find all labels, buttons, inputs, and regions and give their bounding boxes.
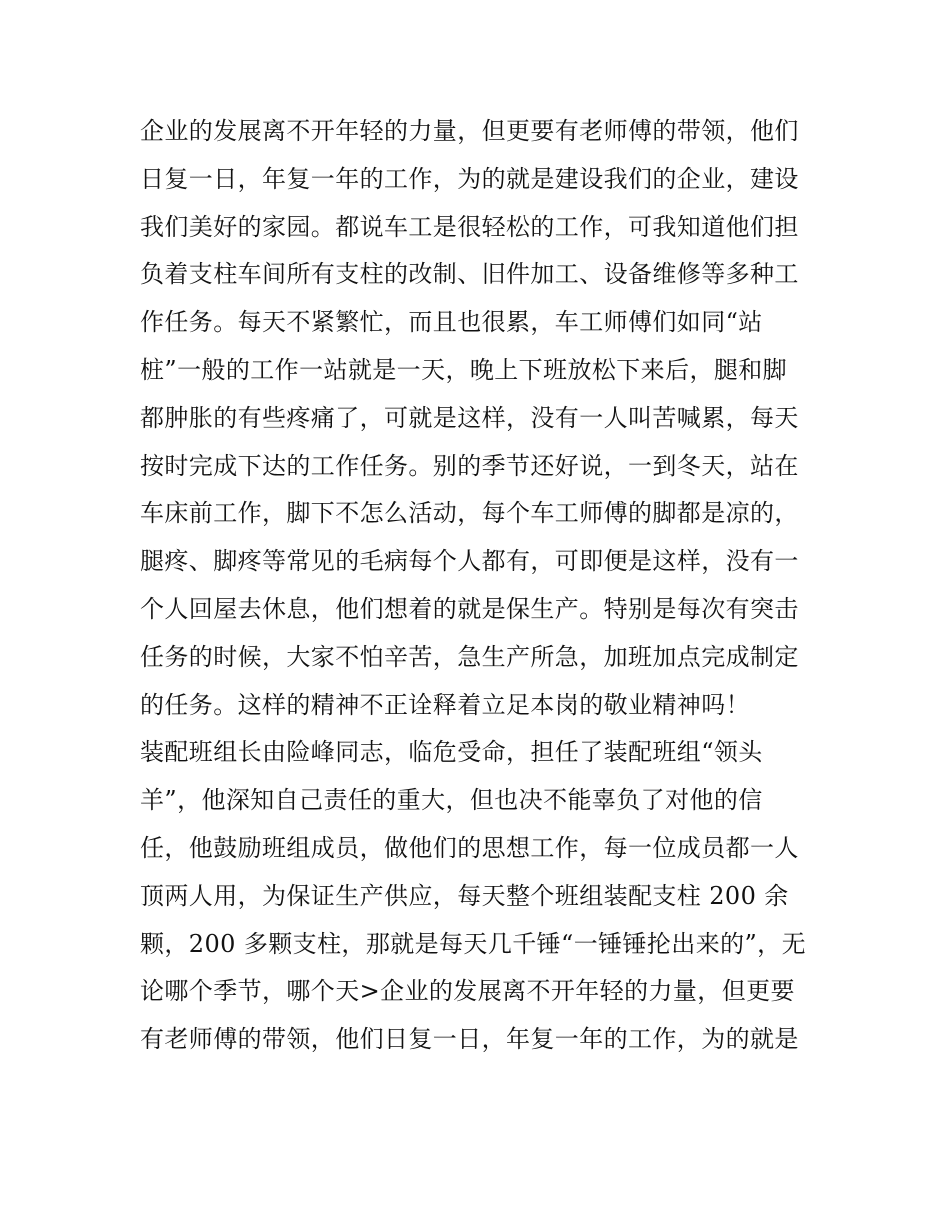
text-line: 腿疼、脚疼等常见的毛病每个人都有，可即便是这样，没有一 [140, 547, 799, 576]
text-line: 都肿胀的有些疼痛了，可就是这样，没有一人叫苦喊累，每天 [140, 403, 799, 432]
text-line: 有老师傅的带领，他们日复一日，年复一年的工作，为的就是 [140, 1025, 799, 1054]
text-line: 我们美好的家园。都说车工是很轻松的工作，可我知道他们担 [140, 212, 799, 241]
text-line: 顶两人用，为保证生产供应，每天整个班组装配支柱 200 余 [140, 881, 789, 910]
text-line: 桩”一般的工作一站就是一天，晚上下班放松下来后，腿和脚 [140, 355, 788, 384]
text-line: 按时完成下达的工作任务。别的季节还好说，一到冬天，站在 [140, 451, 799, 480]
text-line: 羊”，他深知自己责任的重大，但也决不能辜负了对他的信 [140, 786, 763, 815]
text-line: 个人回屋去休息，他们想着的就是保生产。特别是每次有突击 [140, 594, 799, 623]
text-line: 颗，200 多颗支柱，那就是每天几千锤“一锤锤抡出来的”，无 [140, 929, 806, 958]
text-line: 任务的时候，大家不怕辛苦，急生产所急，加班加点完成制定 [140, 642, 799, 671]
body-text [140, 108, 820, 1064]
text-line: 负着支柱车间所有支柱的改制、旧件加工、设备维修等多种工 [140, 260, 799, 289]
text-line: 的任务。这样的精神不正诠释着立足本岗的敬业精神吗！ [140, 690, 750, 719]
text-line: 作任务。每天不紧繁忙，而且也很累，车工师傅们如同“站 [140, 308, 763, 337]
text-line: 论哪个季节，哪个天>企业的发展离不开年轻的力量，但更要 [140, 977, 795, 1006]
text-line: 日复一日，年复一年的工作，为的就是建设我们的企业，建设 [140, 164, 799, 193]
text-line: 任，他鼓励班组成员，做他们的思想工作，每一位成员都一人 [140, 833, 799, 862]
text-line: 企业的发展离不开年轻的力量，但更要有老师傅的带领，他们 [140, 117, 799, 145]
text-line: 装配班组长由险峰同志，临危受命，担任了装配班组“领头 [140, 738, 763, 767]
text-line: 车床前工作，脚下不怎么活动，每个车工师傅的脚都是凉的， [140, 499, 799, 528]
